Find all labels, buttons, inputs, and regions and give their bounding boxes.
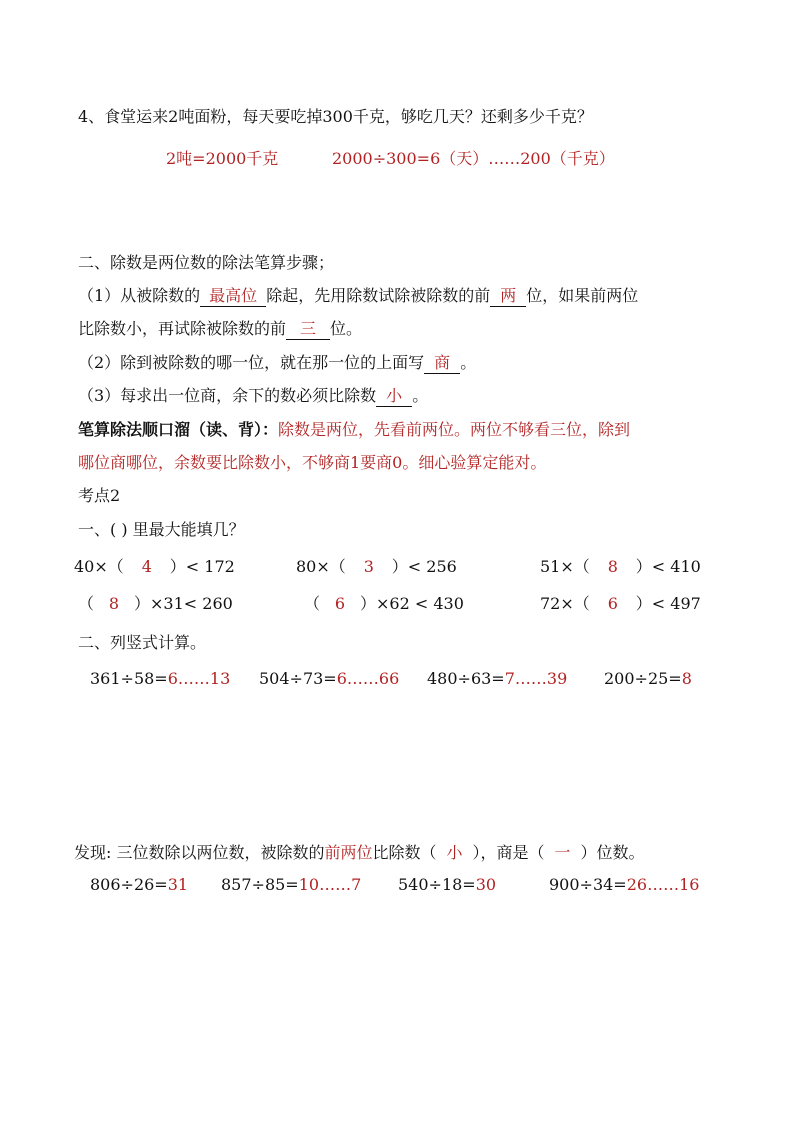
step-1-line-2 — [78, 318, 362, 340]
step-3 — [78, 385, 428, 407]
discovery-text-red: 前两位 — [324, 843, 373, 862]
calc-answer: 26……16 — [626, 875, 700, 894]
discovery-line — [74, 842, 645, 864]
fill-item-prefix: （ — [78, 594, 95, 613]
calc-expression: 806÷26= — [90, 875, 168, 894]
rhyme-line-2: 哪位商哪位，余数要比除数小，不够商1要商0。细心验算定能对。 — [78, 453, 547, 472]
fill-item — [296, 556, 457, 578]
discovery-blank-small: 小 — [446, 843, 463, 862]
fill-item-answer: 6 — [607, 594, 618, 613]
step-2-text-a: （2）除到被除数的哪一位，就在那一位的上面写 — [78, 353, 425, 372]
fill-item-prefix: 40×（ — [74, 557, 124, 576]
step-3-text-b: 。 — [412, 386, 429, 405]
fill-item-prefix: 51×（ — [540, 557, 590, 576]
fill-item-suffix: ）< 256 — [391, 557, 457, 576]
calc-item — [221, 874, 361, 896]
fill-item — [540, 593, 701, 615]
calc-answer: 10……7 — [298, 875, 362, 894]
step-3-blank-small: 小 — [376, 386, 412, 407]
calc-item — [549, 874, 699, 896]
calc-answer: 6……66 — [336, 669, 400, 688]
calc-expression: 900÷34= — [549, 875, 627, 894]
kaodian-question-1: 一、( ) 里最大能填几？ — [78, 520, 245, 539]
step-1-text-a: （1）从被除数的 — [78, 286, 201, 305]
discovery-text-e: ）位数。 — [580, 843, 645, 862]
step-1-text-d: 比除数小，再试除被除数的前 — [78, 319, 287, 338]
step-1-text-e: 位。 — [330, 319, 363, 338]
fill-item-answer: 8 — [607, 557, 618, 576]
fill-item-suffix: ）< 172 — [169, 557, 235, 576]
fill-item — [304, 593, 464, 615]
step-3-text-a: （3）每求出一位商，余下的数必须比除数 — [78, 386, 377, 405]
step-2-text-b: 。 — [460, 353, 477, 372]
fill-item-answer: 6 — [334, 594, 346, 613]
fill-item-prefix: 72×（ — [540, 594, 590, 613]
answer-4-conversion: 2吨=2000千克 — [166, 149, 279, 168]
calc-item — [604, 668, 692, 690]
calc-expression: 480÷63= — [427, 669, 505, 688]
rhyme-text-1: 除数是两位，先看前两位。两位不够看三位，除到 — [278, 420, 631, 439]
calc-answer: 30 — [475, 875, 497, 894]
discovery-blank-one: 一 — [554, 843, 571, 862]
answer-4-division: 2000÷300=6（天）……200（千克） — [332, 149, 615, 168]
discovery-text-c: 比除数（ — [372, 843, 437, 862]
section-title-kaodian-2: 考点2 — [78, 486, 121, 505]
step-1-text-c: 位，如果前两位 — [526, 286, 639, 305]
step-1-blank-two: 两 — [490, 286, 526, 307]
calc-answer: 6……13 — [167, 669, 231, 688]
fill-item-suffix: ）< 497 — [635, 594, 701, 613]
fill-item-prefix: （ — [304, 594, 321, 613]
fill-item-answer: 4 — [141, 557, 152, 576]
step-1-line-1 — [78, 285, 638, 307]
calc-expression: 361÷58= — [90, 669, 168, 688]
fill-item — [74, 556, 235, 578]
steps-heading: 二、除数是两位数的除法笔算步骤； — [78, 253, 335, 272]
fill-item-answer: 3 — [363, 557, 374, 576]
fill-item-answer: 8 — [108, 594, 120, 613]
rhyme-label: 笔算除法顺口溜（读、背）： — [78, 420, 279, 439]
calc-answer: 7……39 — [504, 669, 568, 688]
step-1-text-b: 除起，先用除数试除被除数的前 — [266, 286, 491, 305]
fill-item-suffix: ）×31< 260 — [134, 594, 233, 613]
discovery-text-a: 发现: 三位数除以两位数，被除数的 — [74, 843, 325, 862]
fill-item-prefix: 80×（ — [296, 557, 346, 576]
calc-answer: 31 — [167, 875, 189, 894]
calc-item — [90, 874, 188, 896]
calc-item — [90, 668, 230, 690]
fill-item-suffix: ）×62 < 430 — [360, 594, 464, 613]
step-2 — [78, 352, 476, 374]
rhyme-line-1 — [78, 419, 630, 441]
calc-item — [427, 668, 567, 690]
fill-item — [540, 556, 701, 578]
calc-expression: 200÷25= — [604, 669, 682, 688]
question-4: 4、食堂运来2吨面粉，每天要吃掉300千克，够吃几天？还剩多少千克？ — [78, 107, 593, 126]
calc-answer: 8 — [681, 669, 692, 688]
calc-item — [259, 668, 399, 690]
step-1-blank-highest: 最高位 — [200, 286, 266, 307]
calc-item — [398, 874, 496, 896]
fill-item-suffix: ）< 410 — [635, 557, 701, 576]
step-2-blank-quotient: 商 — [424, 353, 460, 374]
step-1-blank-three: 三 — [286, 319, 330, 340]
kaodian-question-2: 二、列竖式计算。 — [78, 633, 207, 652]
calc-expression: 504÷73= — [259, 669, 337, 688]
calc-expression: 857÷85= — [221, 875, 299, 894]
calc-expression: 540÷18= — [398, 875, 476, 894]
fill-item — [78, 593, 233, 615]
discovery-text-d: ），商是（ — [472, 843, 545, 862]
